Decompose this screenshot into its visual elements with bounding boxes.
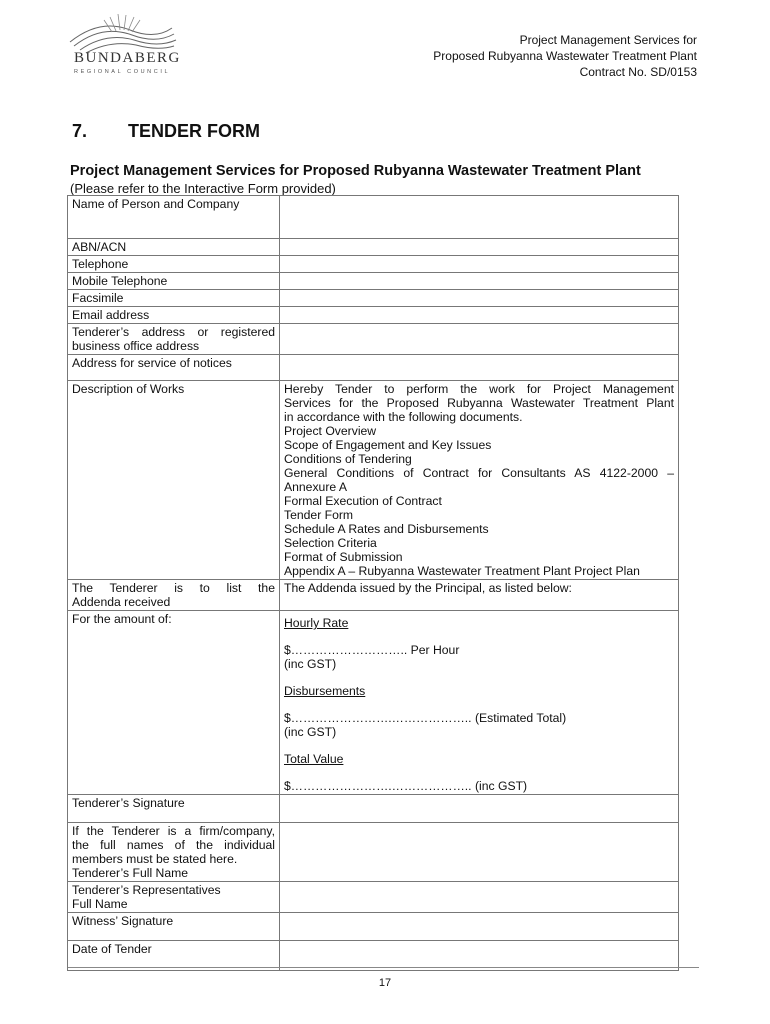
label-notices: Address for service of notices (68, 355, 280, 381)
doc-item: Formal Execution of Contract (284, 494, 442, 508)
label-addenda-line-2: Addenda received (72, 595, 171, 609)
field-telephone[interactable] (280, 256, 679, 273)
label-firm-line-3: members must be stated here. (72, 852, 238, 866)
table-row (68, 913, 679, 941)
label-date: Date of Tender (68, 941, 280, 971)
label-firm-line-4: Tenderer’s Full Name (72, 866, 189, 880)
field-notices[interactable] (280, 355, 679, 381)
label-address-line-2: business office address (72, 339, 200, 353)
table-row (68, 882, 679, 913)
doc-item: Project Overview (284, 424, 377, 438)
table-row (68, 580, 679, 611)
doc-item: General Conditions of Contract for Consultants AS 4122-2000 – (284, 466, 674, 480)
label-firm-line-1: If the Tenderer is a firm/company, (72, 824, 275, 838)
field-witness[interactable] (280, 913, 679, 941)
field-mobile[interactable] (280, 273, 679, 290)
label-abn: ABN/ACN (68, 239, 280, 256)
form-note: (Please refer to the Interactive Form provided) (70, 181, 336, 196)
logo-subtitle: REGIONAL COUNCIL (74, 69, 171, 75)
table-row (68, 355, 679, 381)
document-header (433, 32, 697, 80)
doc-item: Format of Submission (284, 550, 403, 564)
hourly-rate-line: $……………………….. Per Hour (284, 643, 460, 657)
form-subtitle: Project Management Services for Proposed Rubyanna Wastewater Treatment Plant (70, 163, 641, 179)
label-addenda-line-1: The Tenderer is to list the (72, 581, 275, 595)
field-facsimile[interactable] (280, 290, 679, 307)
table-row (68, 273, 679, 290)
label-address-line-1: Tenderer’s address or registered (72, 325, 275, 339)
field-addenda[interactable]: The Addenda issued by the Principal, as listed below: (280, 580, 679, 611)
field-signature[interactable] (280, 795, 679, 823)
label-firm-members (68, 823, 280, 882)
total-value-line: $…………………….……………….. (inc GST) (284, 779, 528, 793)
table-row (68, 823, 679, 882)
table-row (68, 324, 679, 355)
label-firm-line-2: the full names of the individual (72, 838, 275, 852)
table-row (68, 290, 679, 307)
field-date[interactable] (280, 941, 679, 971)
doc-item: Schedule A Rates and Disbursements (284, 522, 489, 536)
label-reps-line-2: Full Name (72, 897, 128, 911)
section-number: 7. (72, 121, 88, 141)
footer-divider (68, 967, 699, 968)
doc-item: Scope of Engagement and Key Issues (284, 438, 492, 452)
field-address[interactable] (280, 324, 679, 355)
label-mobile: Mobile Telephone (68, 273, 280, 290)
label-address (68, 324, 280, 355)
label-witness: Witness’ Signature (68, 913, 280, 941)
disbursements-gst: (inc GST) (284, 725, 337, 739)
label-name-company: Name of Person and Company (68, 196, 280, 239)
label-addenda (68, 580, 280, 611)
hourly-rate-gst: (inc GST) (284, 657, 337, 671)
field-name-company[interactable] (280, 196, 679, 239)
label-facsimile: Facsimile (68, 290, 280, 307)
header-line-2: Proposed Rubyanna Wastewater Treatment Plant (433, 49, 697, 63)
table-row (68, 381, 679, 580)
hourly-rate-heading: Hourly Rate (284, 616, 349, 630)
description-of-works (280, 381, 679, 580)
logo-wordmark: BUNDABERG (74, 50, 181, 66)
table-row (68, 611, 679, 795)
page-number: 17 (378, 977, 392, 989)
doc-item: Appendix A – Rubyanna Wastewater Treatment Plant Project Plan (284, 564, 640, 578)
doc-item: Conditions of Tendering (284, 452, 412, 466)
disbursements-heading: Disbursements (284, 684, 366, 698)
field-abn[interactable] (280, 239, 679, 256)
label-signature: Tenderer’s Signature (68, 795, 280, 823)
doc-item: Annexure A (284, 480, 348, 494)
table-row (68, 196, 679, 239)
label-description: Description of Works (68, 381, 280, 580)
field-representatives[interactable] (280, 882, 679, 913)
label-representatives (68, 882, 280, 913)
description-line-1: Hereby Tender to perform the work for Project Management (284, 382, 674, 396)
table-row (68, 795, 679, 823)
description-line-3: in accordance with the following documents. (284, 410, 523, 424)
field-email[interactable] (280, 307, 679, 324)
field-firm-members[interactable] (280, 823, 679, 882)
doc-item: Selection Criteria (284, 536, 377, 550)
label-amount: For the amount of: (68, 611, 280, 795)
table-row (68, 307, 679, 324)
total-value-heading: Total Value (284, 752, 344, 766)
label-telephone: Telephone (68, 256, 280, 273)
table-row (68, 239, 679, 256)
header-contract-number: Contract No. SD/0153 (579, 65, 697, 79)
label-reps-line-1: Tenderer’s Representatives (72, 883, 221, 897)
field-amount[interactable] (280, 611, 679, 795)
description-line-2: Services for the Proposed Rubyanna Wastewater Treatment Plant (284, 396, 674, 410)
table-row (68, 256, 679, 273)
section-title: TENDER FORM (128, 121, 260, 141)
table-row (68, 941, 679, 971)
header-line-1: Project Management Services for (519, 33, 697, 47)
doc-item: Tender Form (284, 508, 354, 522)
label-email: Email address (68, 307, 280, 324)
tender-form-table (67, 195, 679, 971)
disbursements-line: $…………………….……………….. (Estimated Total) (284, 711, 567, 725)
